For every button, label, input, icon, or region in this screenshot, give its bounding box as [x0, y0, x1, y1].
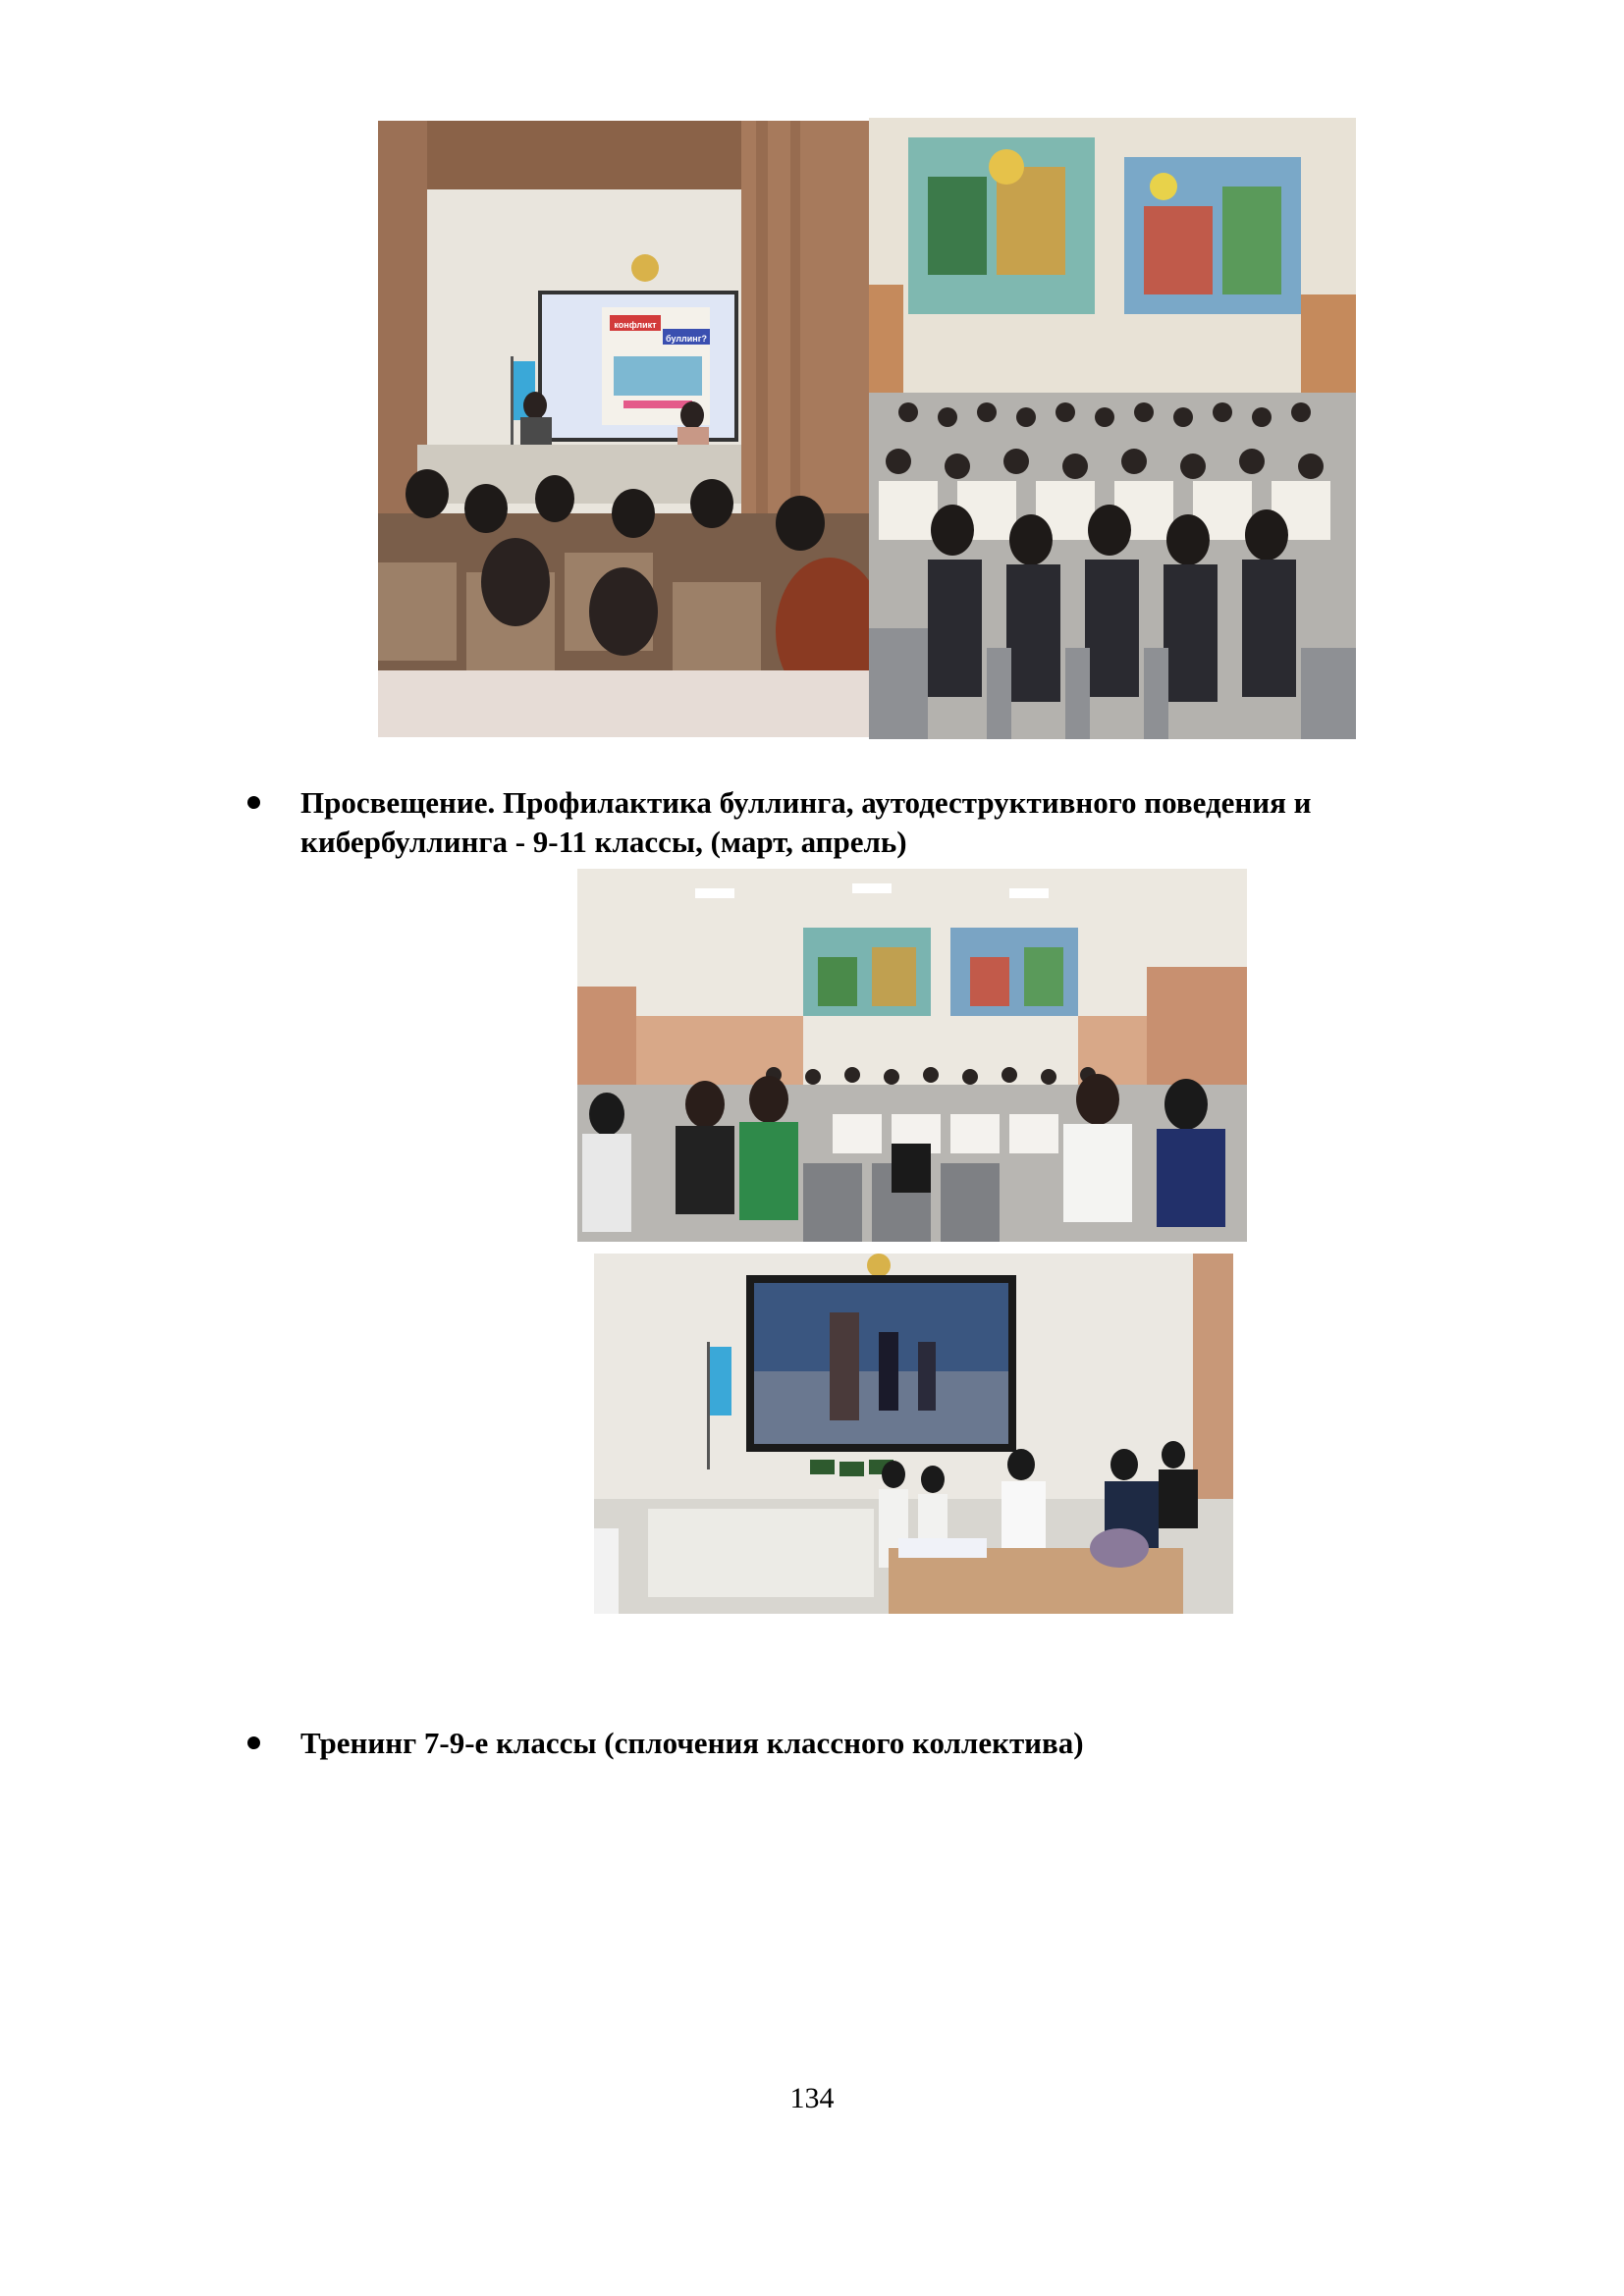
bullet-text-education: Просвещение. Профилактика буллинга, аутодеструктивного поведения и кибербуллинга - 9-11 классы, (март, апрель): [300, 785, 1312, 859]
photo-stage-video-screen: [594, 1254, 1233, 1614]
screen-text-2: буллинг?: [666, 334, 707, 344]
photo-auditorium-audience: [869, 118, 1356, 739]
page-number: 134: [789, 2082, 835, 2114]
bullet-icon: [247, 796, 260, 809]
photo-auditorium-teachers: [577, 869, 1247, 1242]
bullet-text-training: Тренинг 7-9-е классы (сплочения классного коллектива): [300, 1726, 1084, 1760]
bullet-icon: [247, 1736, 260, 1749]
photo-stage-presentation: [378, 121, 869, 737]
screen-text-1: конфликт: [614, 320, 657, 330]
